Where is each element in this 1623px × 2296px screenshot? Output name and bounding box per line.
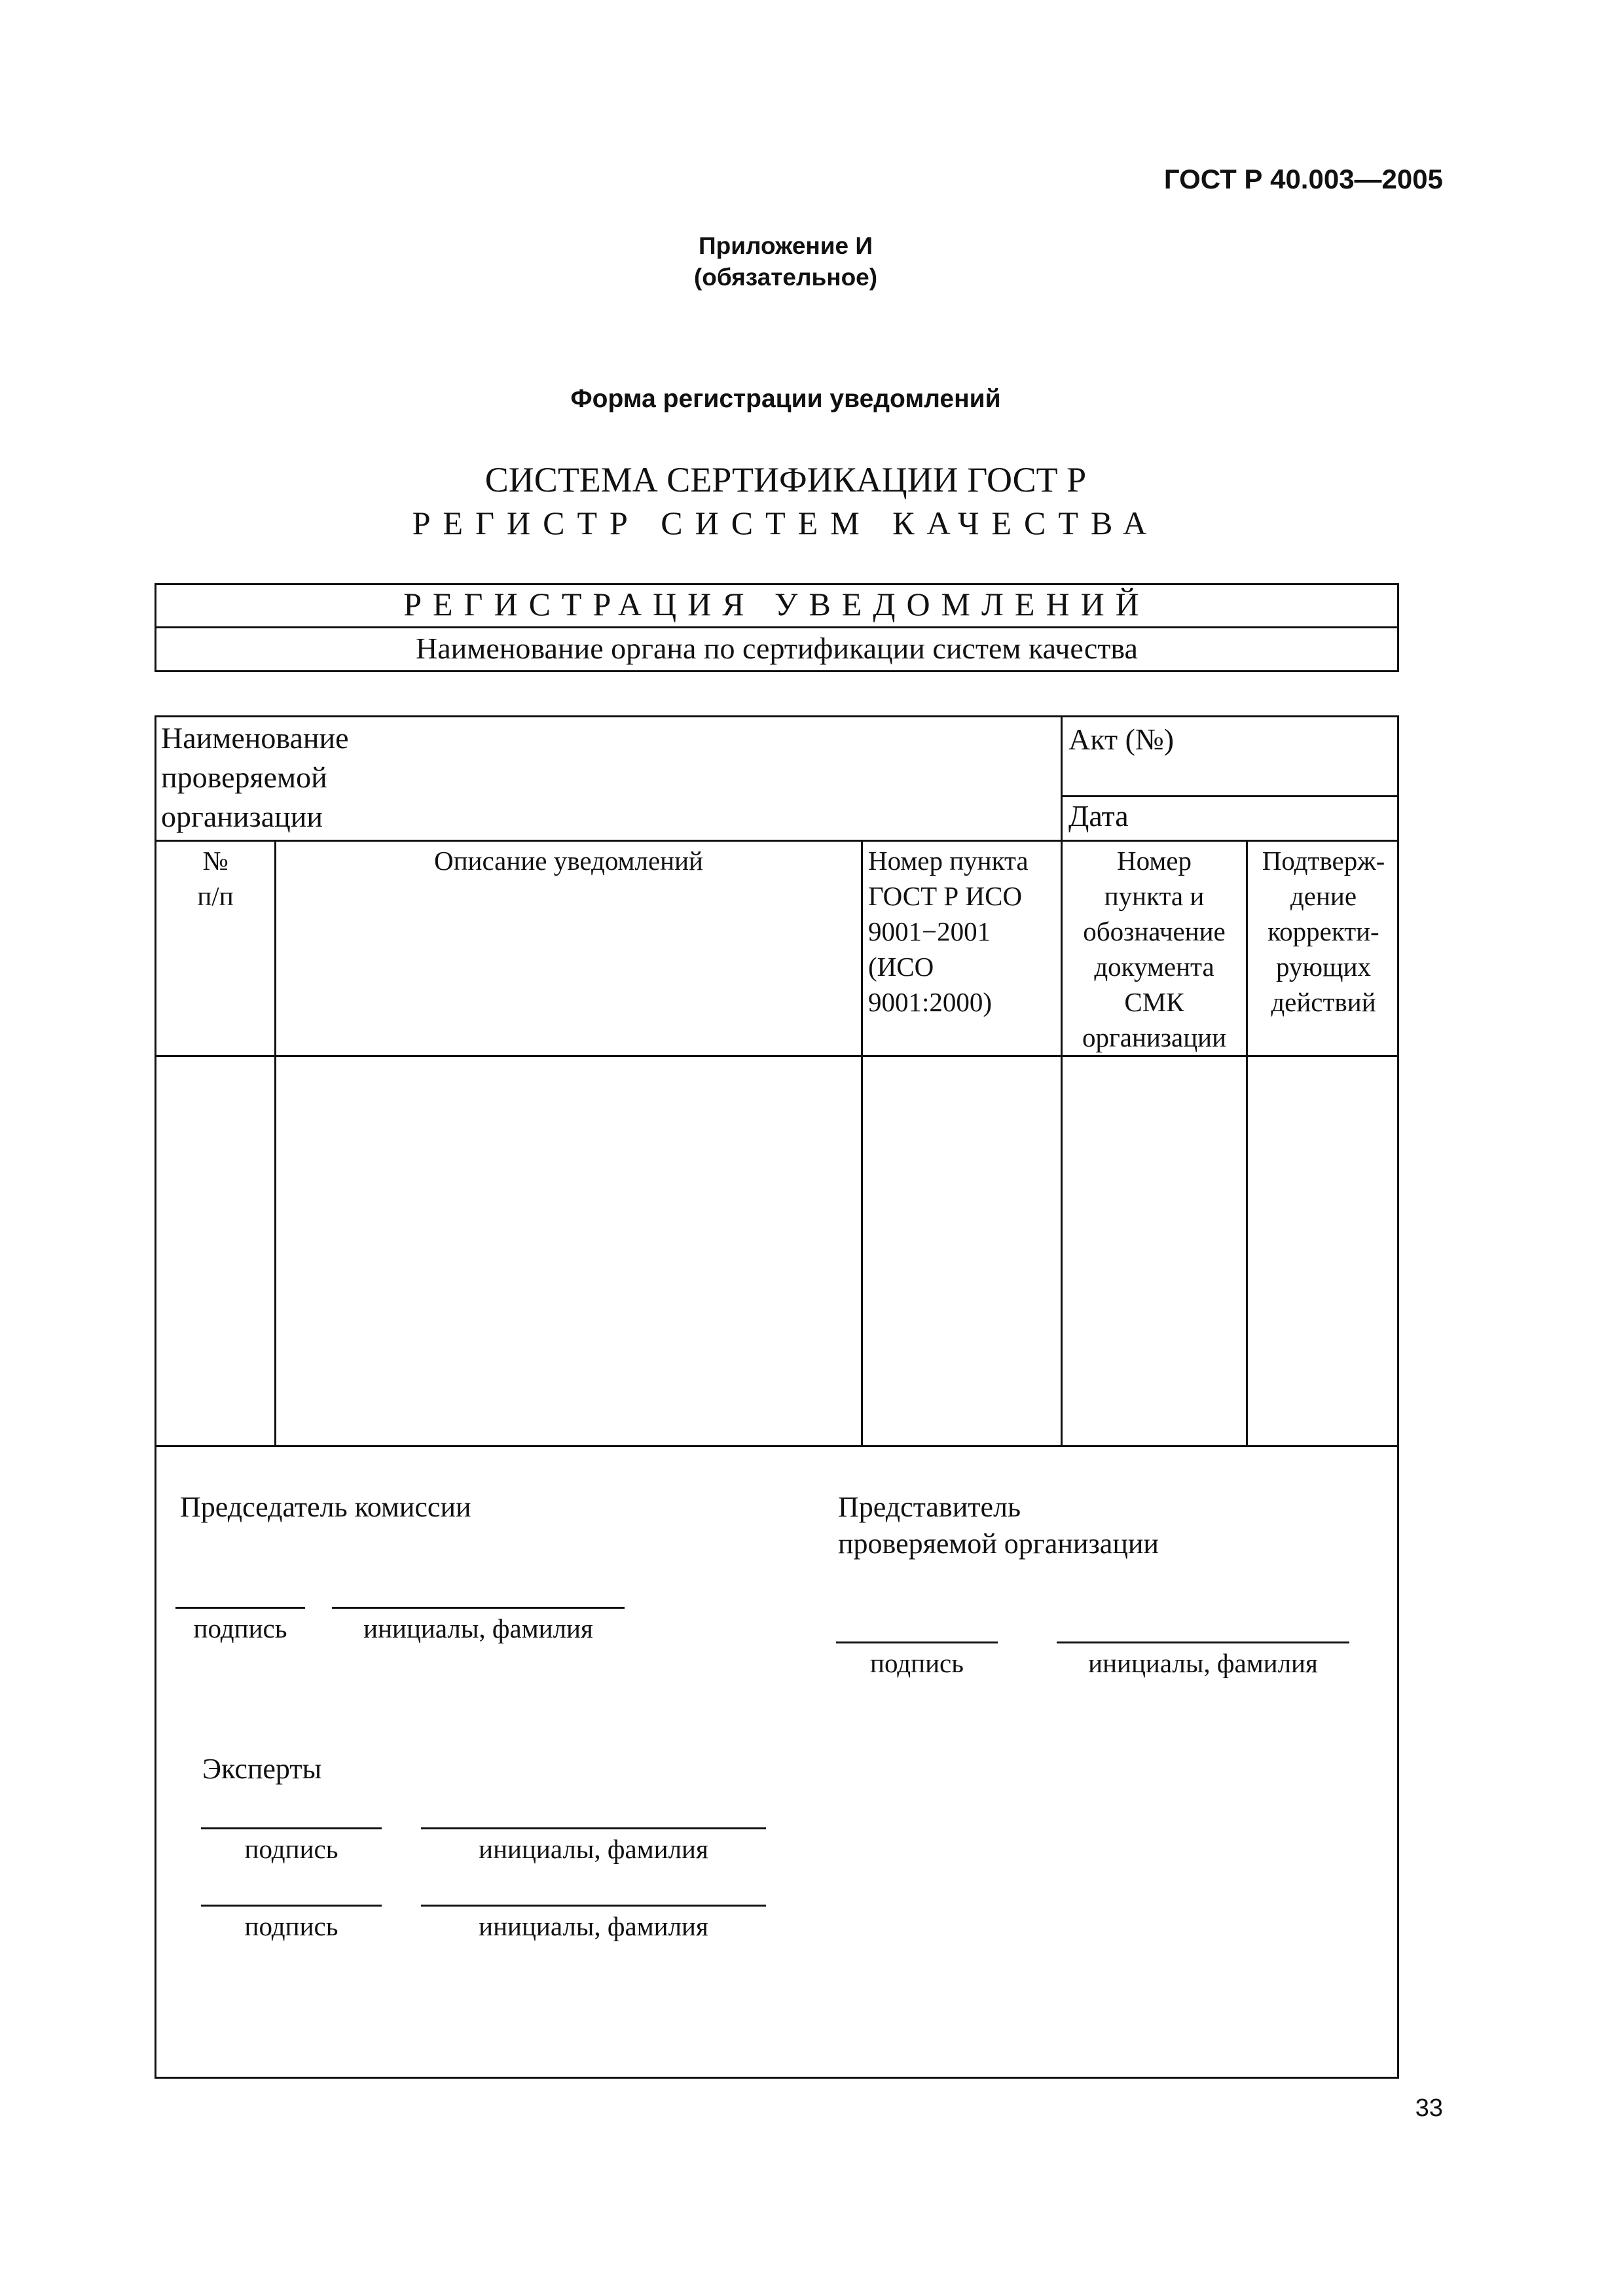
appendix-label: Приложение И [699,232,873,259]
form-title: Форма регистрации уведомлений [570,385,1001,413]
act-column-divider [1061,715,1063,841]
expert2-signature-line [201,1905,382,1907]
column-header-number: № п/п [197,846,234,911]
expert2-signature-caption: подпись [244,1911,338,1941]
representative-name-line [1057,1641,1349,1643]
representative-signature-caption: подпись [870,1648,964,1678]
chairman-signature-line [175,1607,305,1609]
chairman-name-caption: инициалы, фамилия [363,1613,593,1643]
date-label: Дата [1068,799,1129,833]
expert1-signature-caption: подпись [244,1834,338,1864]
experts-label: Эксперты [202,1753,322,1785]
appendix-note: (обязательное) [693,264,878,291]
chairman-label: Председатель комиссии [180,1491,471,1523]
org-name-label: Наименование проверяемой организации [161,721,349,833]
registration-divider [155,626,1399,628]
column-header-standard-clause: Номер пункта ГОСТ Р ИСО 9001−2001 (ИСО 9001:2000) [868,846,1029,1017]
standard-designation: ГОСТ Р 40.003—2005 [1163,164,1443,194]
page-number: 33 [1415,2094,1443,2122]
representative-label: Представитель проверяемой организации [838,1491,1159,1560]
system-title: СИСТЕМА СЕРТИФИКАЦИИ ГОСТ Р [484,460,1087,499]
register-title: РЕГИСТР СИСТЕМ КАЧЕСТВА [412,505,1159,541]
expert1-name-line [421,1827,766,1829]
chairman-signature-caption: подпись [193,1613,287,1643]
header-row-bottom [155,1055,1399,1057]
column-header-description: Описание уведомлений [433,846,703,876]
act-number-label: Акт (№) [1068,723,1175,756]
representative-signature-line [836,1641,998,1643]
expert2-name-line [421,1905,766,1907]
org-row-bottom [155,840,1399,842]
expert1-name-caption: инициалы, фамилия [479,1834,708,1864]
column-header-corrective-actions: Подтверж- дение корректи- рующих действий [1262,846,1385,1017]
expert1-signature-line [201,1827,382,1829]
expert2-name-caption: инициалы, фамилия [479,1911,708,1941]
registration-title: РЕГИСТРАЦИЯ УВЕДОМЛЕНИЙ [403,586,1150,622]
representative-name-caption: инициалы, фамилия [1088,1648,1318,1678]
certification-body-name: Наименование органа по сертификации систем качества [416,632,1138,665]
table-bottom [155,1445,1399,1447]
col-divider-1 [274,840,276,1446]
chairman-name-line [332,1607,625,1609]
col-divider-2 [861,840,863,1446]
column-header-qms-document: Номер пункта и обозначение документа СМК организации [1082,846,1227,1052]
